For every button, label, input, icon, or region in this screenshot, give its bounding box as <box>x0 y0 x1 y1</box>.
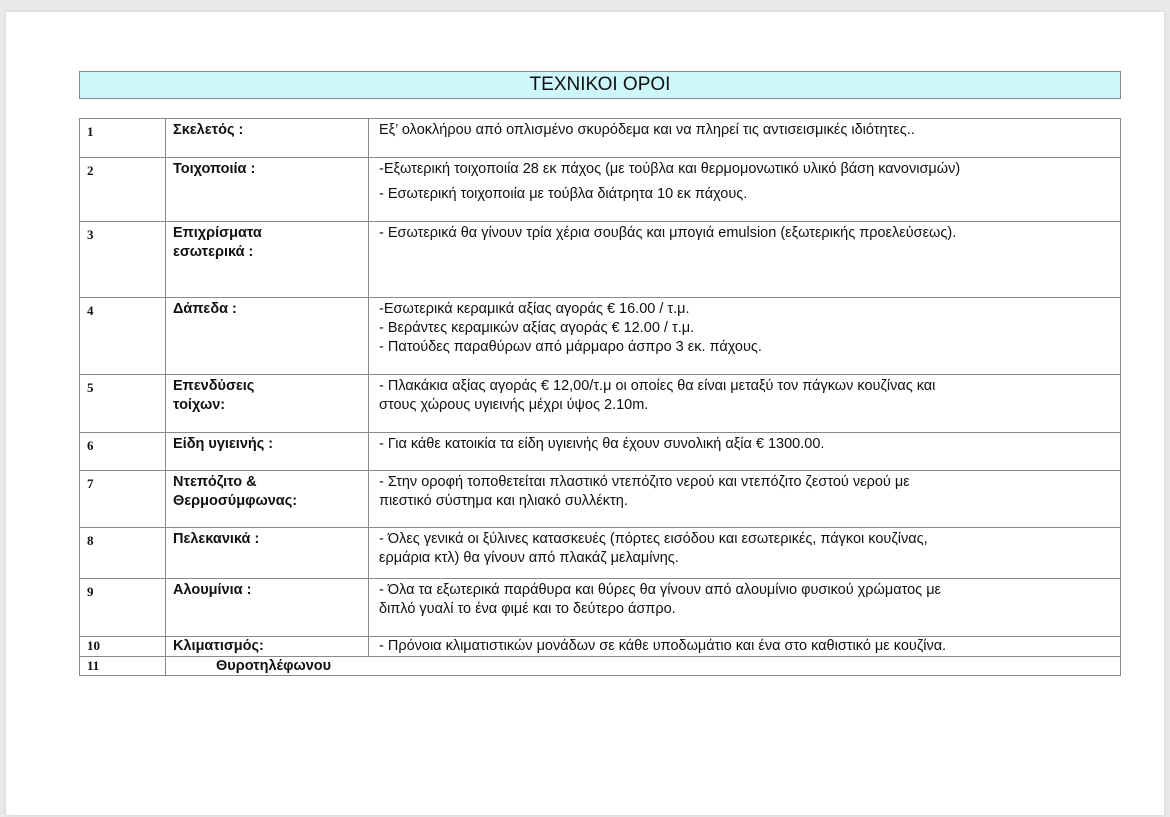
table-row <box>80 637 1121 657</box>
table-row <box>80 471 1121 528</box>
row-label: Θυροτηλέφωνου <box>166 657 1121 676</box>
row-number: 11 <box>80 657 166 676</box>
row-number: 5 <box>80 375 166 433</box>
row-label: Πελεκανικά : <box>166 528 369 579</box>
table-row <box>80 528 1121 579</box>
row-label: Δάπεδα : <box>166 298 369 375</box>
row-label: Αλουμίνια : <box>166 579 369 637</box>
table-row <box>80 158 1121 222</box>
row-number: 7 <box>80 471 166 528</box>
row-description: -Εξωτερική τοιχοποιία 28 εκ πάχος (με τούβλα και θερμομονωτικό υλικό βάση κανονισμών) - Εσωτερική τοιχοποιία με τούβλα διάτρητα 10 εκ πάχους. <box>369 158 1121 222</box>
row-description: - Εσωτερικά θα γίνουν τρία χέρια σουβάς και μπογιά emulsion (εξωτερικής προελεύσεως). <box>369 222 1121 298</box>
table-row <box>80 298 1121 375</box>
row-label: Επιχρίσματα εσωτερικά : <box>166 222 369 298</box>
table-row <box>80 222 1121 298</box>
row-description: - Πρόνοια κλιματιστικών μονάδων σε κάθε υποδωμάτιο και ένα στο καθιστικό με κουζίνα. <box>369 637 1121 657</box>
row-number: 1 <box>80 119 166 158</box>
table-row <box>80 375 1121 433</box>
row-description: - Όλες γενικά οι ξύλινες κατασκευές (πόρτες εισόδου και εσωτερικές, πάγκοι κουζίνας, ερμάρια κτλ) θα γίνουν από πλακάζ μελαμίνης. <box>369 528 1121 579</box>
row-number: 6 <box>80 433 166 471</box>
table-row <box>80 119 1121 158</box>
document-page <box>6 12 1164 815</box>
row-description: - Πλακάκια αξίας αγοράς € 12,00/τ.μ οι οποίες θα είναι μεταξύ τον πάγκων κουζίνας και στους χώρους υγιεινής μέχρι ύψος 2.10m. <box>369 375 1121 433</box>
row-number: 10 <box>80 637 166 657</box>
row-label: Τοιχοποιία : <box>166 158 369 222</box>
row-number: 8 <box>80 528 166 579</box>
row-label: Κλιματισμός: <box>166 637 369 657</box>
row-number: 3 <box>80 222 166 298</box>
row-number: 2 <box>80 158 166 222</box>
row-label: Είδη υγιεινής : <box>166 433 369 471</box>
row-label: Σκελετός : <box>166 119 369 158</box>
table-row <box>80 433 1121 471</box>
document-title: ΤΕΧΝΙΚΟΙ ΟΡΟΙ <box>79 71 1121 99</box>
row-number: 9 <box>80 579 166 637</box>
row-description: -Εσωτερικά κεραμικά αξίας αγοράς € 16.00 / τ.μ. - Βεράντες κεραμικών αξίας αγοράς € 12.00 / τ.μ. - Πατούδες παραθύρων από μάρμαρο άσπρο 3 εκ. πάχους. <box>369 298 1121 375</box>
row-label: Επενδύσεις τοίχων: <box>166 375 369 433</box>
terms-table <box>79 118 1121 676</box>
row-description: - Για κάθε κατοικία τα είδη υγιεινής θα έχουν συνολική αξία € 1300.00. <box>369 433 1121 471</box>
row-description: - Όλα τα εξωτερικά παράθυρα και θύρες θα γίνουν από αλουμίνιο φυσικού χρώματος με διπλό γυαλί το ένα φιμέ και το δεύτερο άσπρο. <box>369 579 1121 637</box>
row-label: Ντεπόζιτο & Θερμοσύμφωνας: <box>166 471 369 528</box>
table-row <box>80 579 1121 637</box>
row-description: Εξ’ ολοκλήρου από οπλισμένο σκυρόδεμα και να πληρεί τις αντισεισμικές ιδιότητες.. <box>369 119 1121 158</box>
table-row <box>80 657 1121 676</box>
row-number: 4 <box>80 298 166 375</box>
row-description: - Στην οροφή τοποθετείται πλαστικό ντεπόζιτο νερού και ντεπόζιτο ζεστού νερού με πιεστικό σύστημα και ηλιακό συλλέκτη. <box>369 471 1121 528</box>
